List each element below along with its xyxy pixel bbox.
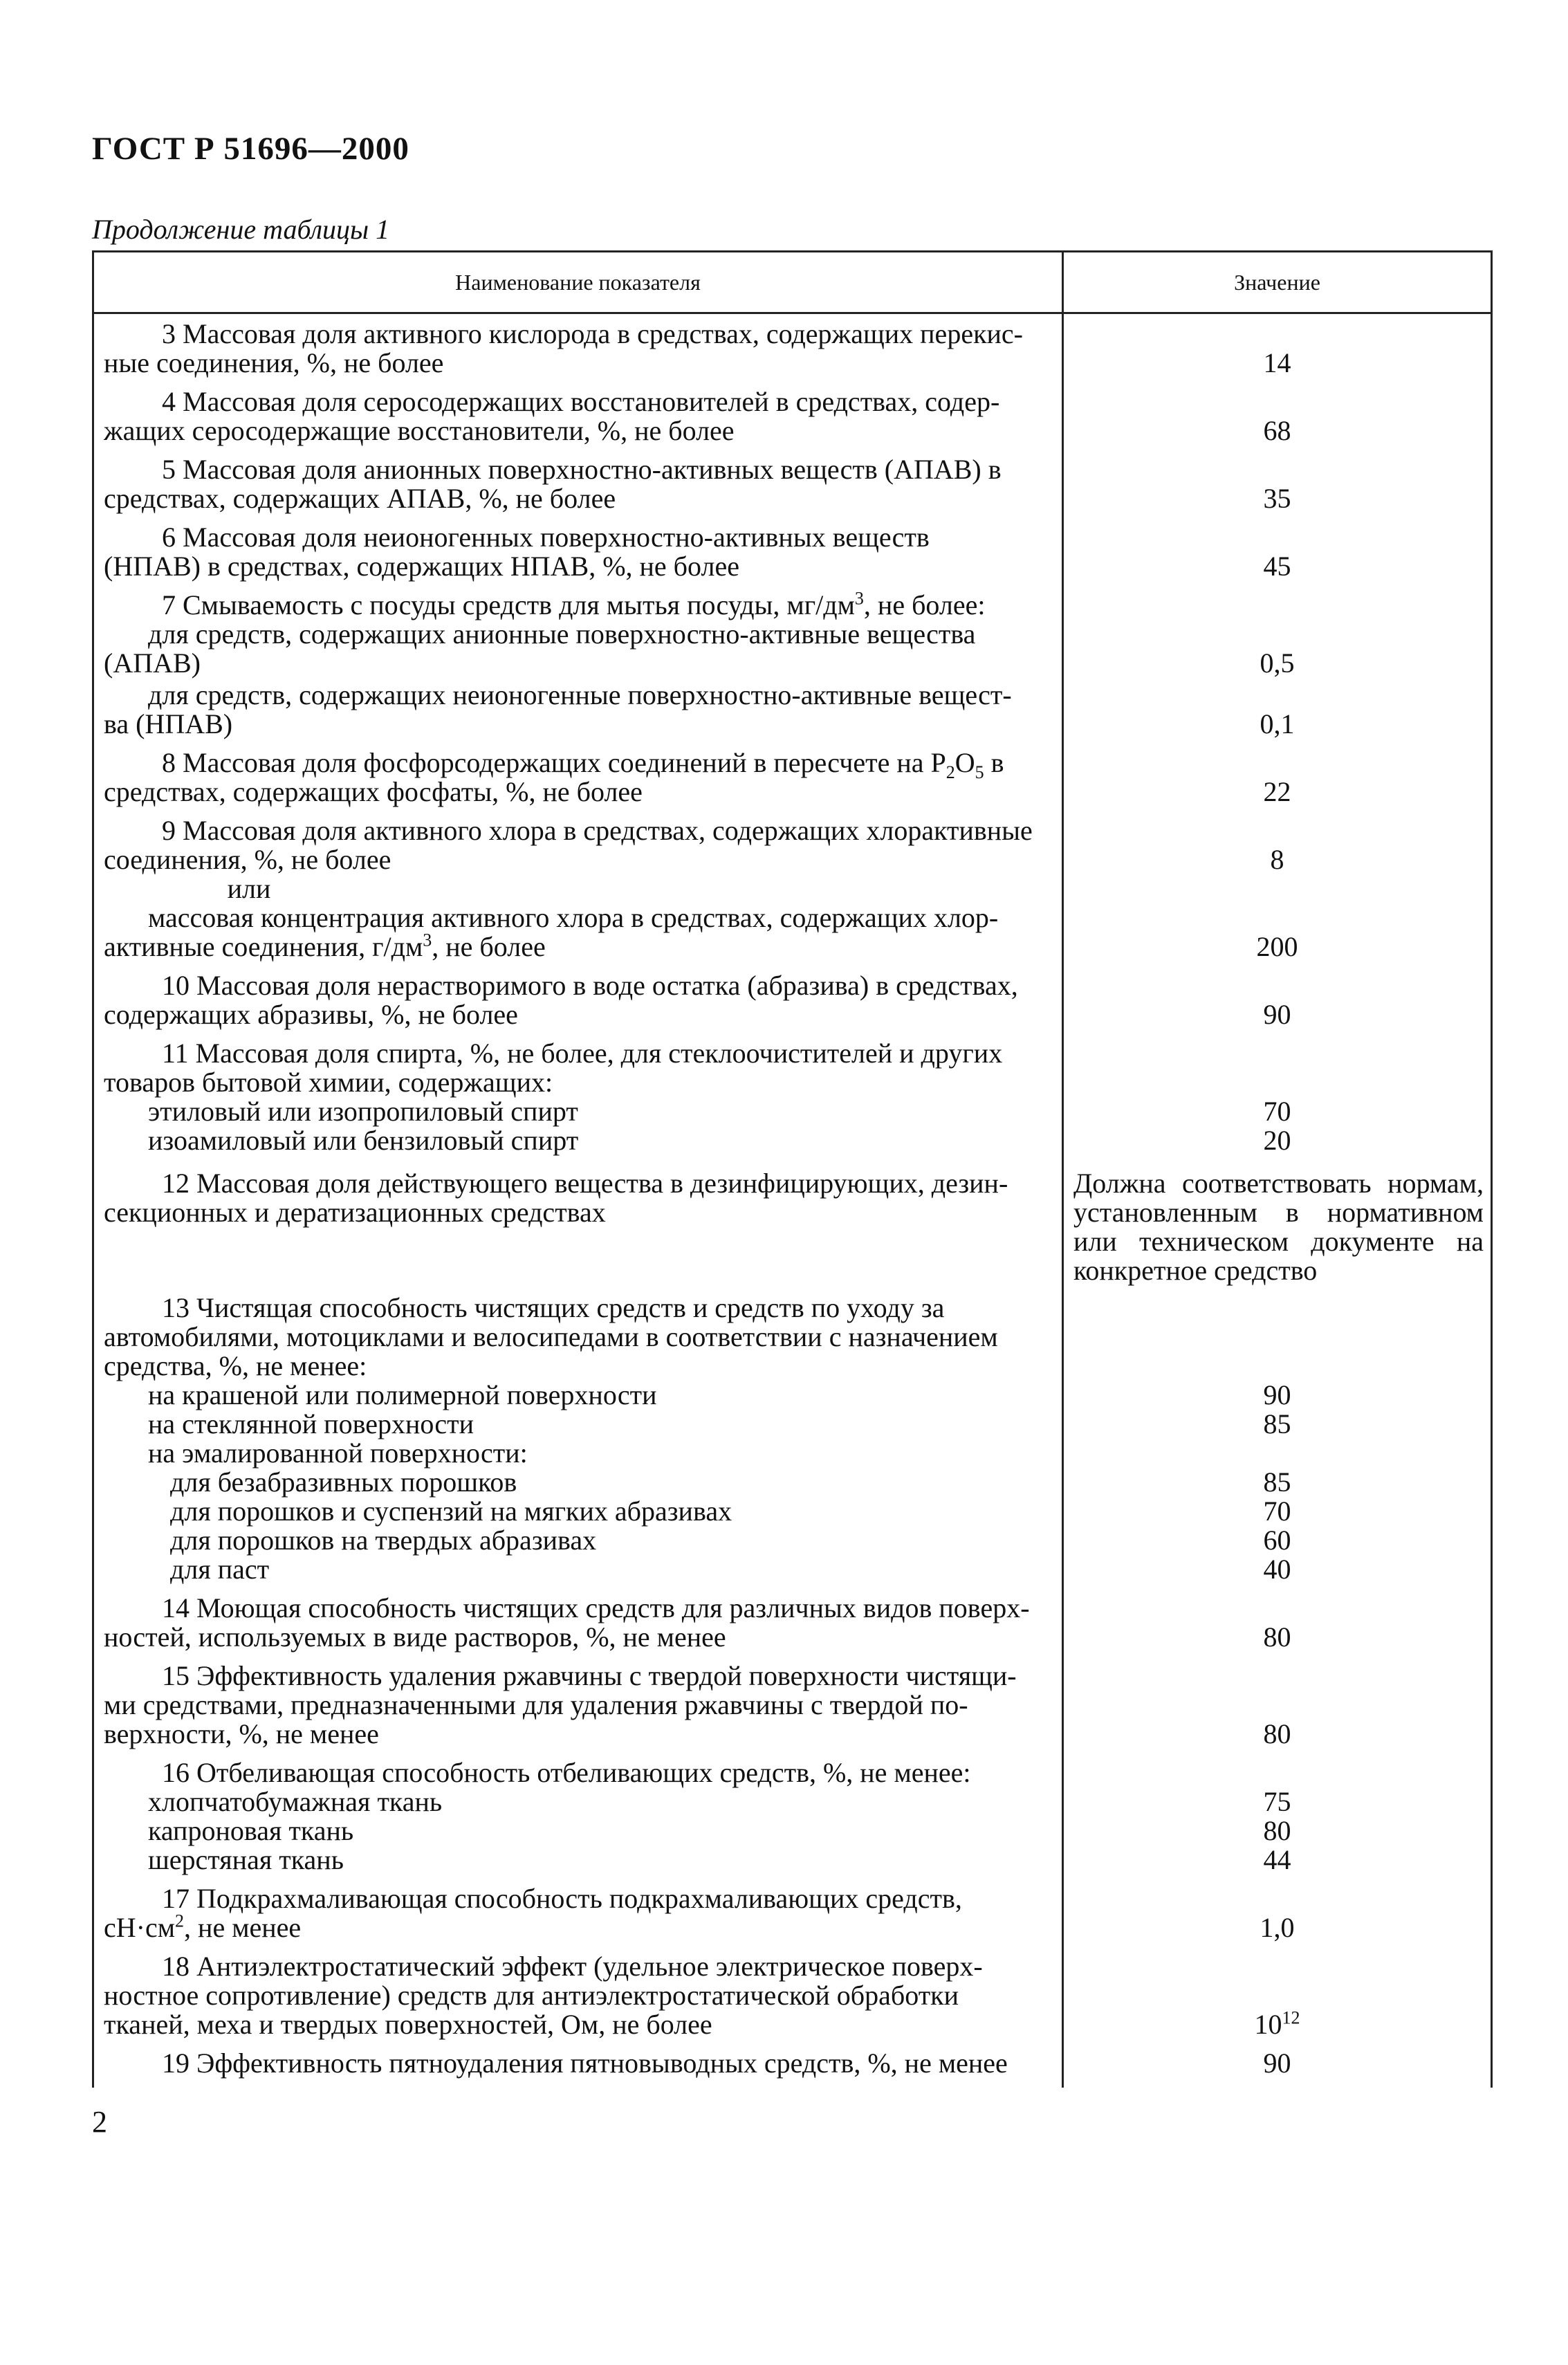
table-row: 15 Эффективность удаления ржавчины с твердой поверхности чистящи- ми средствами, предназначенными для удаления ржавчины с твердой по- верхности, %, не менее 80 — [93, 1656, 1492, 1753]
table-row: 4 Массовая доля серосодержащих восстановителей в средствах, содер- жащих серосодержащие восстановители, %, не более 68 — [93, 382, 1492, 450]
table-row: 6 Массовая доля неионогенных поверхностно-активных веществ (НПАВ) в средствах, содержащих НПАВ, %, не более 45 — [93, 517, 1492, 585]
document-code: ГОСТ Р 51696—2000 — [92, 131, 409, 167]
table-row: изоамиловый или бензиловый спирт 20 — [93, 1126, 1492, 1159]
indicators-table — [92, 250, 1491, 2088]
table-header-row — [93, 252, 1492, 313]
table-row: 19 Эффективность пятноудаления пятновыводных средств, %, не менее 90 — [93, 2043, 1492, 2088]
table-row: шерстяная ткань 44 — [93, 1846, 1492, 1879]
table-row: для безабразивных порошков 85 — [93, 1468, 1492, 1497]
table-row: 10 Массовая доля нерастворимого в воде остатка (абразива) в средствах, содержащих абразивы, %, не более 90 — [93, 966, 1492, 1033]
table-row: для порошков на твердых абразивах 60 — [93, 1526, 1492, 1555]
column-header-name: Наименование показателя — [93, 252, 1063, 313]
table-caption: Продолжение таблицы 1 — [92, 214, 390, 245]
page-number: 2 — [92, 2105, 107, 2139]
table-row: 14 Моющая способность чистящих средств для различных видов поверх- ностей, используемых в виде растворов, %, не менее 80 — [93, 1588, 1492, 1656]
table-row: 8 Массовая доля фосфорсодержащих соединений в пересчете на $Р_2О_5$ в средствах, содержащих фосфаты, %, не более 22 — [93, 743, 1492, 811]
table-row: для средств, содержащих неионогенные поверхностно-активные вещест- ва (НПАВ) 0,1 — [93, 678, 1492, 743]
table-row: для паст 40 — [93, 1555, 1492, 1588]
table-row: на эмалированной поверхности: — [93, 1439, 1492, 1468]
table-row: 13 Чистящая способность чистящих средств и средств по уходу за автомобилями, мотоциклами и велосипедами в соответствии с назначением средства, %, не менее: — [93, 1288, 1492, 1381]
table-row: 7 Смываемость с посуды средств для мытья посуды, $мг/дм^3$, не более: для средств, содержащих анионные поверхностно-активные вещества (АПАВ) 0,5 — [93, 585, 1492, 678]
table-row: 12 Массовая доля действующего вещества в дезинфицирующих, дезин- секционных и дератизационных средствах Должна соответствовать нормам, установленным в нормативном или техническом документе на конкретное средство — [93, 1159, 1492, 1288]
table-row: на стеклянной поверхности 85 — [93, 1410, 1492, 1439]
table-row: 3 Массовая доля активного кислорода в средствах, содержащих перекис- ные соединения, %, не более 14 — [93, 313, 1492, 383]
table-row: для порошков и суспензий на мягких абразивах 70 — [93, 1497, 1492, 1526]
table-row: 18 Антиэлектростатический эффект (удельное электрическое поверх- ностное сопротивление) средств для антиэлектростатической обработки тканей, меха и твердых поверхностей, Ом, не более $10^{12}$ — [93, 1947, 1492, 2043]
table-row: 9 Массовая доля активного хлора в средствах, содержащих хлорактивные соединения, %, не более 8 — [93, 811, 1492, 874]
table-row: капроновая ткань 80 — [93, 1816, 1492, 1846]
table-row: 16 Отбеливающая способность отбеливающих средств, %, не менее: хлопчатобумажная ткань 75 — [93, 1753, 1492, 1816]
table-row: 5 Массовая доля анионных поверхностно-активных веществ (АПАВ) в средствах, содержащих АПАВ, %, не более 35 — [93, 450, 1492, 517]
table-row: на крашеной или полимерной поверхности 90 — [93, 1381, 1492, 1410]
table-row: или массовая концентрация активного хлора в средствах, содержащих хлор- активные соединения, $г/дм^3$, не более 200 — [93, 874, 1492, 966]
table-row: 11 Массовая доля спирта, %, не более, для стеклоочистителей и других товаров бытовой химии, содержащих: этиловый или изопропиловый спирт 70 — [93, 1033, 1492, 1126]
table-row: 17 Подкрахмаливающая способность подкрахмаливающих средств, $сН\cdot см^2$, не менее 1,0 — [93, 1879, 1492, 1947]
column-header-value: Значение — [1063, 252, 1492, 313]
